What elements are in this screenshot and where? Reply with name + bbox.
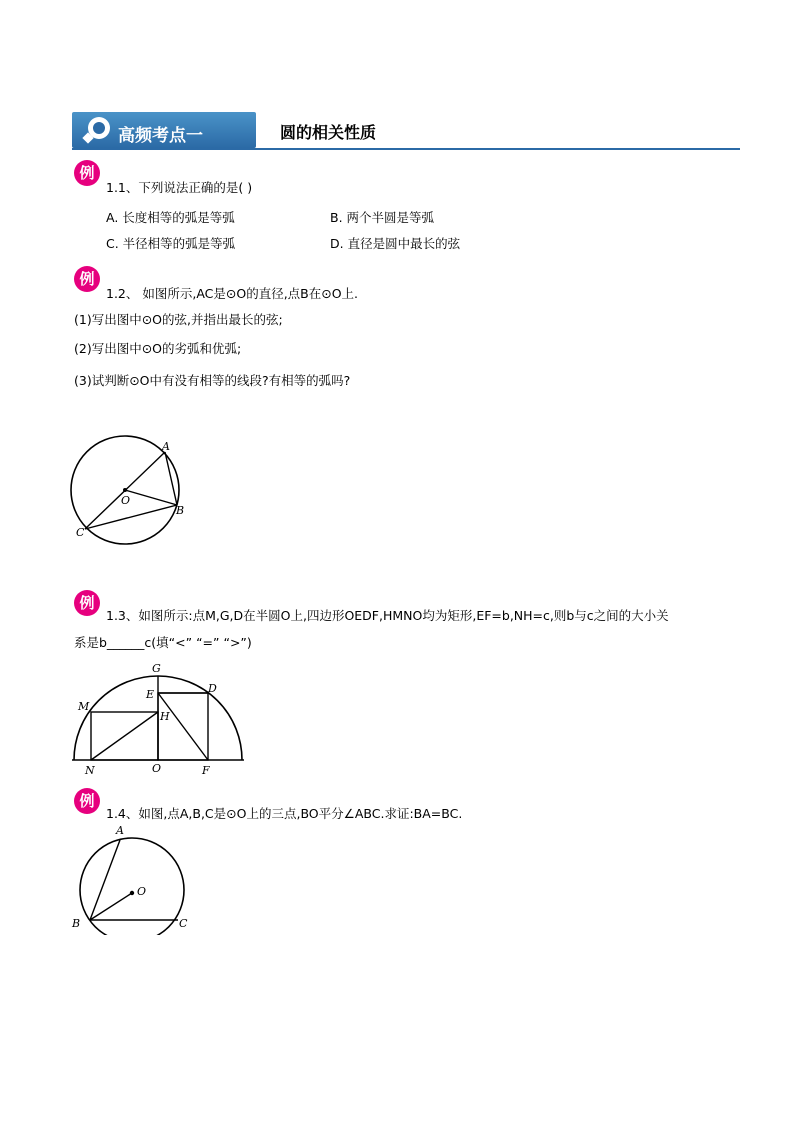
q4-stem: 1.4、如图,点A,B,C是⊙O上的三点,BO平分∠ABC.求证:BA=BC.: [106, 806, 463, 821]
q3-semicircle-figure: [66, 658, 256, 778]
q4-label-c: C: [179, 917, 188, 930]
q3-label-o: O: [152, 762, 162, 775]
q2-part-3: (3)试判断⊙O中有没有相等的线段?有相等的弧吗?: [74, 373, 351, 388]
example-badge-2: 例: [74, 266, 100, 292]
q2-circle-figure: [60, 430, 210, 550]
q3-label-n: N: [85, 764, 95, 777]
q3-label-e: E: [146, 688, 155, 701]
q2-part-2: (2)写出图中⊙O的劣弧和优弧;: [74, 341, 242, 356]
q1-stem: 1.1、下列说法正确的是( ): [106, 180, 253, 195]
q3-segment-nh: [91, 712, 158, 760]
q2-center-point: [123, 488, 127, 492]
q2-label-b: B: [176, 504, 185, 517]
example-badge-1: 例: [74, 160, 100, 186]
q3-stem-line1: 1.3、如图所示:点M,G,D在半圆O上,四边形OEDF,HMNO均为矩形,EF=b,NH=c,则b与c之间的大小关: [106, 608, 669, 623]
example-badge-4: 例: [74, 788, 100, 814]
example-badge-3: 例: [74, 590, 100, 616]
q3-stem-line2: 系是b______c(填“<” “=” “>”): [74, 635, 252, 650]
q4-center-point: [130, 891, 134, 895]
q2-label-o: O: [121, 494, 131, 507]
q3-label-h: H: [160, 710, 170, 723]
q2-stem: 1.2、 如图所示,AC是⊙O的直径,点B在⊙O上.: [106, 286, 359, 301]
q4-label-a: A: [116, 824, 124, 837]
q1-option-a: A. 长度相等的弧是等弧: [106, 210, 235, 225]
q4-segment-bo: [90, 893, 132, 920]
q4-circle-figure: [66, 820, 206, 935]
q3-label-f: F: [202, 764, 210, 777]
q3-label-m: M: [78, 700, 90, 713]
q4-chord-ba: [90, 840, 120, 920]
q2-label-c: C: [76, 526, 85, 539]
q1-option-c: C. 半径相等的弧是等弧: [106, 236, 236, 251]
q1-option-d: D. 直径是圆中最长的弦: [330, 236, 461, 251]
q1-option-b: B. 两个半圆是等弧: [330, 210, 435, 225]
q2-chord-bc: [85, 505, 177, 529]
topic-label: 高频考点一: [118, 126, 203, 146]
q3-label-d: D: [208, 682, 217, 695]
q3-segment-ef: [158, 693, 208, 760]
q2-part-1: (1)写出图中⊙O的弦,并指出最长的弦;: [74, 312, 283, 327]
header-divider: [72, 148, 740, 150]
q4-label-b: B: [72, 917, 81, 930]
q2-chord-ab: [165, 452, 177, 505]
page-title: 圆的相关性质: [280, 123, 377, 142]
q2-radius-ob: [125, 490, 177, 505]
q4-label-o: O: [137, 885, 147, 898]
q2-label-a: A: [162, 440, 170, 453]
q3-label-g: G: [152, 662, 161, 675]
